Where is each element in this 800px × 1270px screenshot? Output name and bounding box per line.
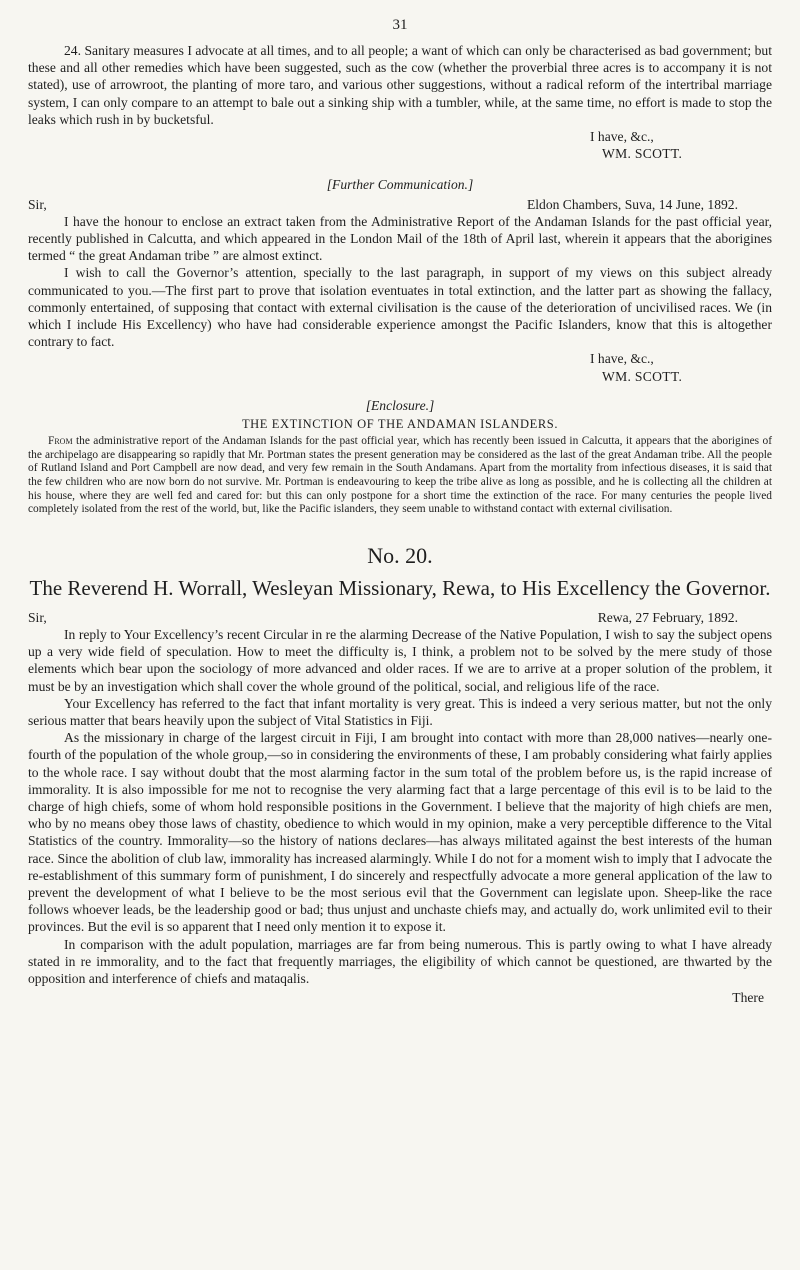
signature: WM. SCOTT. <box>602 368 683 384</box>
salutation-block <box>28 196 772 213</box>
sender-address-date: Eldon Chambers, Suva, 14 June, 1892. <box>526 196 738 212</box>
enclosure-lead-word: From <box>48 435 73 448</box>
sender-address-date: Rewa, 27 February, 1892. <box>597 609 738 625</box>
letter2-paragraph-1: I have the honour to enclose an extract taken from the Administrative Report of the Andaman Islands for the past official year, recently published in Calcutta, and which appeared in the London Mail of the 18th of April last, wherein it appears that the aborigines termed “ the great Andaman tribe ” are almost extinct. <box>28 213 772 264</box>
salutation: Sir, <box>28 196 47 212</box>
enclosure-title: THE EXTINCTION OF THE ANDAMAN ISLANDERS. <box>241 417 559 432</box>
no20-paragraph-4: In comparison with the adult population, marriages are far from being numerous. This is partly owing to what I have already stated in re immorality, and to the fact that frequently marriages, the eligibility of which cannot be questioned, are thwarted by the opposition and interference of chiefs and mataqalis. <box>28 936 772 987</box>
document-page <box>28 0 772 1007</box>
salutation-block-no20 <box>28 609 772 626</box>
signature-block-2 <box>590 350 772 384</box>
no20-paragraph-2: Your Excellency has referred to the fact that infant mortality is very great. This is indeed a very serious matter, but not the only serious matter that bears heavily upon the subject of Vital Statistics in Fiji. <box>28 695 772 729</box>
section-title: The Reverend H. Worrall, Wesleyan Missionary, Rewa, to His Excellency the Governor. <box>29 575 771 600</box>
no20-paragraph-3: As the missionary in charge of the largest circuit in Fiji, I am brought into contact with more than 28,000 natives—nearly one-fourth of the population of the whole group,—so in considering the environments of these, I am probably considering what fairly applies to the whole race. I say without doubt that the most alarming factor in the sum total of the problem before us, is the rapid increase of immorality. It is also impossible for me not to recognise the very alarming fact that a large percentage of this evil is to be laid to the charge of high chiefs, some of whom hold responsible positions in the Government. I believe that the majority of high chiefs are men, who by no means obey those laws of chastity, obedience to which would in my opinion, make a very perceptible difference to the Vital Statistics of the country. Immorality—so the history of nations declares—has always militated against the best interests of the human race. Since the abolition of club law, immorality has increased alarmingly. While I do not for a moment wish to imply that I advocate the re-establishment of this summary form of punishment, I do sincerely and respectfully advocate a more general application of the law to prevent the development of what I believe to be the most serious evil that the Government can legislate upon. Sheep-like the race follows whoever leads, be the leadership good or bad; thus unjust and unchaste chiefs may, and actually do, work unlimited evil to their provinces. But the evil is so apparent that I need only mention it to expose it. <box>28 730 772 935</box>
signature-block-1 <box>590 128 772 162</box>
enclosure-heading: [Enclosure.] <box>365 397 435 413</box>
letter2-paragraph-2: I wish to call the Governor’s attention, specially to the last paragraph, in support of my views on this subject already communicated to you.—The first part to prove that isolation eventuates in total extinction, and the latter part as showing the fallacy, commonly entertained, of supposing that contact with external civilisation is the cause of the deterioration of uncivilised races. We (in which I include His Excellency) who have had considerable experience amongst the Pacific Islanders, know that this is altogether contrary to fact. <box>28 265 772 350</box>
signature: WM. SCOTT. <box>602 146 683 162</box>
closing: I have, &c., <box>590 129 654 145</box>
page-number: 31 <box>392 17 408 33</box>
salutation: Sir, <box>28 609 47 625</box>
closing: I have, &c., <box>590 351 654 367</box>
section-number: No. 20. <box>367 542 433 568</box>
enclosure-text: From the administrative report of the Andaman Islands for the past official year, which has recently been issued in Calcutta, it appears that the aborigines of the archipelago are disappearing so rapidly that Mr. Portman states the present generation may be considered as the last of the great Andaman tribe. All the people of Rutland Island and Port Campbell are now dead, and very few remain in the South Andamans. Apart from the mortality from infectious diseases, it is said that the few children who are now born do not survive. Mr. Portman is endeavouring to keep the tribe alive as long as possible, and he is collecting all the children at his house, where they are well fed and cared for: but this can only postpone for a short time the extinction of the race. For many centuries the people lived completely isolated from the rest of the world, but, like the Pacific islanders, they seem unable to withstand contact with external civilisation. <box>28 435 772 516</box>
further-communication-heading: [Further Communication.] <box>326 177 474 193</box>
paragraph-24: 24. Sanitary measures I advocate at all times, and to all people; a want of which can only be characterised as bad government; but these and all other remedies which have been suggested, such as the cow (whether the proverbial three acres is to accompany it is not stated), use of arrowroot, the planting of more taro, and various other suggestions, without a radical reform of the intertribal marriage system, I can only compare to an attempt to bale out a sinking ship with a tumbler, while, at the same time, no effort is made to stop the leaks which rush in by bucketsful. <box>28 43 772 127</box>
catchword: There <box>732 990 764 1006</box>
no20-paragraph-1: In reply to Your Excellency’s recent Circular in re the alarming Decrease of the Native Population, I wish to say the subject opens up a very wide field of speculation. How to meet the difficulty is, I think, a problem not to be solved by the mere study of those elements which bear upon the sociology of more advanced and older races. If we are to arrive at a proper solution of the problem, it must be by an investigation which shall cover the whole ground of the political, social, and religious life of the race. <box>28 627 772 694</box>
